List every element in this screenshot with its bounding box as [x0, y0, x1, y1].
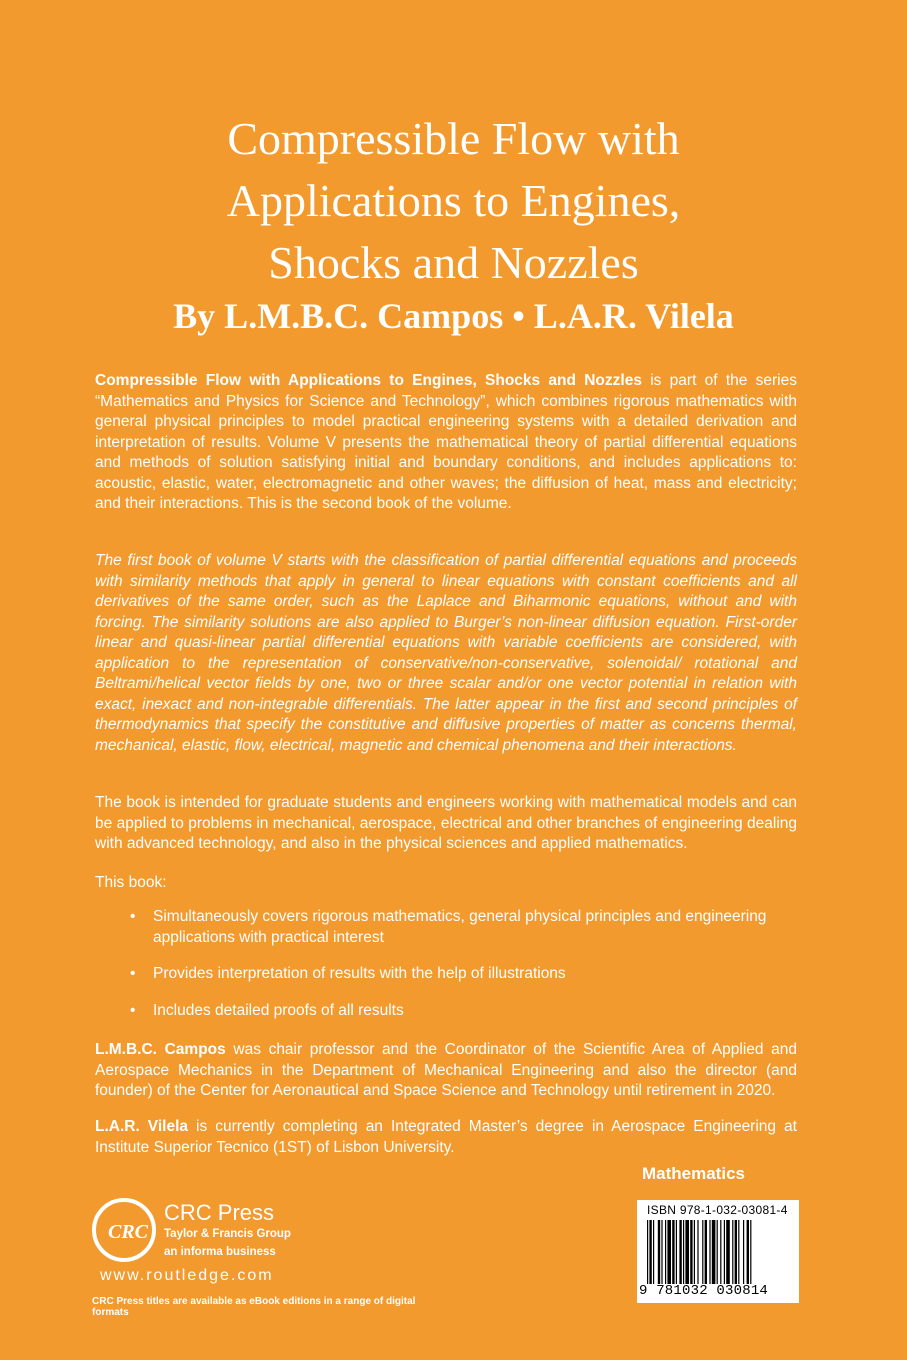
barcode-bar — [690, 1220, 692, 1284]
description-book-title: Compressible Flow with Applications to Engines, Shocks and Nozzles — [95, 372, 642, 389]
barcode-bar — [726, 1220, 730, 1284]
publisher-name: CRC Press — [164, 1200, 275, 1225]
authors-line: By L.M.B.C. Campos • L.A.R. Vilela — [173, 296, 734, 336]
author-bio-1 — [95, 1040, 797, 1102]
barcode-bar — [676, 1220, 677, 1284]
barcode-bar — [705, 1220, 707, 1284]
publisher-tagline: an informa business — [164, 1246, 276, 1258]
barcode-bar — [743, 1220, 744, 1284]
description-paragraph-3: The book is intended for graduate students and engineers working with mathematical models and can be applied to problems in mechanical, aerospace, electrical and other branches of engineering dealing with advanced technology, and also in the physical sciences and applied mathematics. — [95, 794, 797, 852]
author-bio-2 — [95, 1117, 797, 1158]
subject-category: Mathematics — [642, 1164, 745, 1183]
title-line-1: Compressible Flow with — [227, 113, 680, 164]
barcode-bar — [697, 1220, 698, 1284]
barcode-bar — [750, 1220, 751, 1284]
book-title — [0, 108, 907, 294]
barcode-bar — [747, 1220, 749, 1284]
barcode-bar — [667, 1220, 671, 1284]
author-bio-1-text: was chair professor and the Coordinator of the Scientific Area of Applied and Aerospace Mechanics in the Department of Mechanical Engineering and also the director (and founder) of the Center for Aeronautical and Space Science and Technology until retirement in 2020. — [95, 1041, 797, 1099]
barcode-bar — [653, 1220, 654, 1284]
list-item — [130, 964, 797, 985]
barcode-bar — [694, 1220, 695, 1284]
barcode-digits: 9 781032 030814 — [639, 1283, 769, 1299]
barcode-bar — [658, 1220, 660, 1284]
barcode-bar — [672, 1220, 674, 1284]
feature-list — [130, 907, 797, 1037]
description-paragraph-1 — [95, 371, 797, 515]
publisher-group: Taylor & Francis Group — [164, 1228, 291, 1240]
barcode-bar — [683, 1220, 684, 1284]
bullet-icon: • — [130, 965, 136, 982]
barcode-bar — [679, 1220, 681, 1284]
author-bio-2-text: is currently completing an Integrated Master’s degree in Aerospace Engineering at Institute Superior Tecnico (1ST) of Lisbon University. — [95, 1118, 797, 1156]
list-item-text: Includes detailed proofs of all results — [153, 1001, 404, 1019]
isbn-label: ISBN 978-1-032-03081-4 — [647, 1203, 788, 1217]
author-name-1: L.M.B.C. Campos — [95, 1041, 226, 1058]
list-item — [130, 1001, 797, 1022]
barcode-bar — [647, 1220, 648, 1284]
description-paragraph-2: The first book of volume V starts with the classification of partial differential equations and proceeds with similarity methods that apply in general to linear equations with constant coefficients and all derivatives of the same order, such as the Laplace and Biharmonic equations, without and with forcing. The similarity solutions are also applied to Burger’s non-linear diffusion equation. First-order linear and quasi-linear partial differential equations with variable coefficients are considered, with application to the representation of conservative/non-conservative, solenoidal/ rotational and Beltrami/helical vector fields by one, two or three scalar and/or one vector potential in relation with exact, inexact and non-integrable differentials. The latter appear in the first and second principles of thermodynamics that specify the constitutive and diffusive properties of matter as concerns thermal, mechanical, elastic, flow, electrical, magnetic and chemical phenomena and their interactions. — [95, 552, 797, 754]
barcode-bar — [665, 1220, 666, 1284]
barcode-bar — [735, 1220, 737, 1284]
barcode-bar — [738, 1220, 739, 1284]
barcode-bar — [717, 1220, 718, 1284]
title-line-3: Shocks and Nozzles — [268, 237, 639, 288]
publisher-block — [92, 1198, 452, 1348]
this-book-heading: This book: — [95, 874, 167, 891]
barcode-bar — [661, 1220, 662, 1284]
barcode-bar — [724, 1220, 725, 1284]
barcode-bar — [709, 1220, 710, 1284]
barcode-bars-icon — [647, 1220, 791, 1284]
barcode-bar — [732, 1220, 733, 1284]
barcode-bar — [702, 1220, 703, 1284]
list-item — [130, 907, 797, 948]
barcode-bar — [649, 1220, 651, 1284]
list-item-text: Provides interpretation of results with the help of illustrations — [153, 965, 566, 982]
author-name-2: L.A.R. Vilela — [95, 1118, 189, 1135]
ebook-note: CRC Press titles are available as eBook editions in a range of digital formats — [92, 1296, 416, 1318]
publisher-website: www.routledge.com — [100, 1267, 274, 1284]
barcode — [637, 1200, 799, 1303]
barcode-bar — [720, 1220, 721, 1284]
bullet-icon: • — [130, 908, 136, 925]
crc-logo-icon — [92, 1198, 156, 1262]
bullet-icon: • — [130, 1001, 136, 1019]
list-item-text: Simultaneously covers rigorous mathematics, general physical principles and engineering applications with practical interest — [153, 908, 767, 946]
barcode-bar — [685, 1220, 689, 1284]
description-p1-text: is part of the series “Mathematics and Physics for Science and Technology”, which combines rigorous mathematics with general physical principles to model practical engineering systems with a detailed derivation and interpretation of results. Volume V presents the mathematical theory of partial differential equations and methods of solution satisfying initial and boundary conditions, and includes applications to: acoustic, elastic, water, electromagnetic and other waves; the diffusion of heat, mass and electricity; and their interactions. This is the second book of the volume. — [95, 372, 797, 512]
crc-logo-text: CRC — [107, 1221, 149, 1243]
barcode-bar — [712, 1220, 716, 1284]
title-line-2: Applications to Engines, — [226, 175, 681, 226]
